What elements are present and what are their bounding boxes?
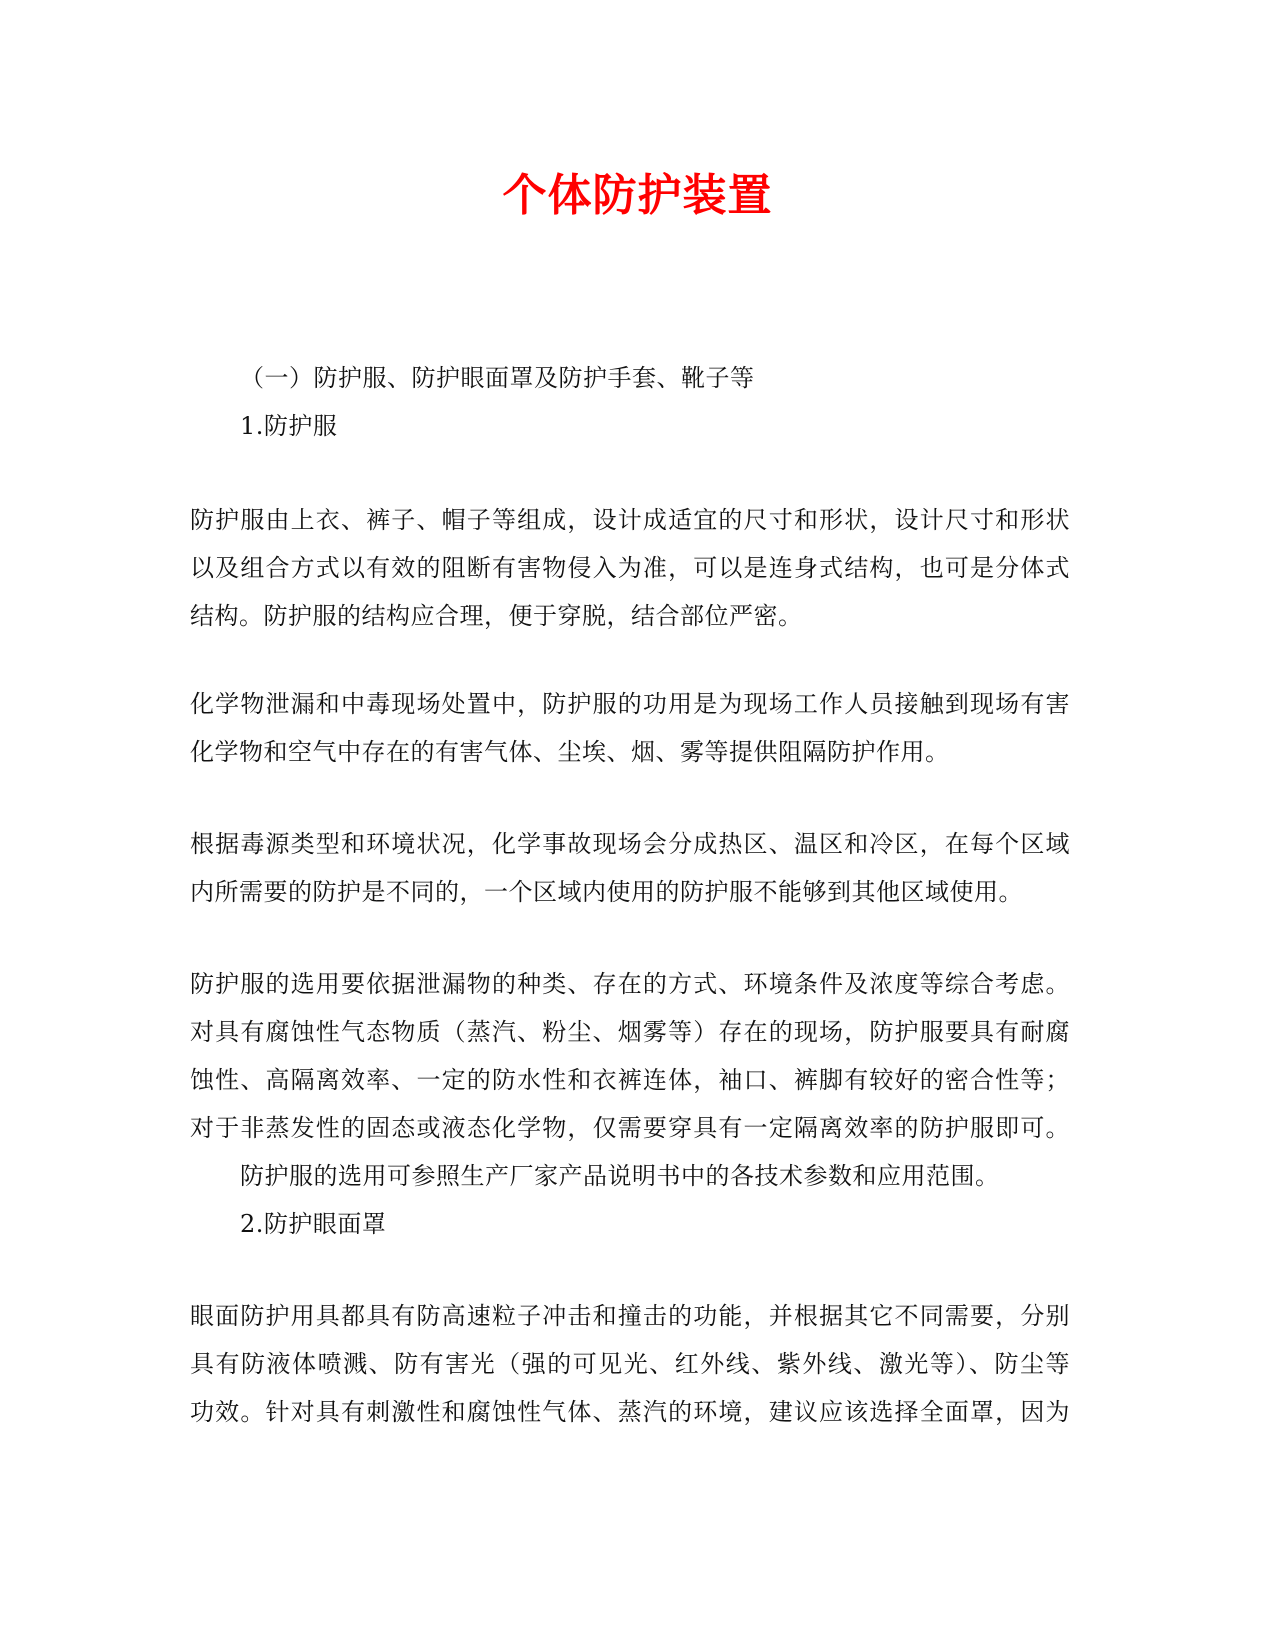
paragraph-2	[190, 680, 1070, 776]
paragraph-4	[190, 960, 1070, 1152]
paragraph-3-line: 根据毒源类型和环境状况，化学事故现场会分成热区、温区和冷区，在每个区域	[190, 830, 1070, 858]
subsection-2-text: 2.防护眼面罩	[240, 1210, 387, 1238]
paragraph-5-line: 防护服的选用可参照生产厂家产品说明书中的各技术参数和应用范围。	[240, 1162, 1000, 1190]
paragraph-4-line: 蚀性、高隔离效率、一定的防水性和衣裤连体，袖口、裤脚有较好的密合性等；	[190, 1066, 1070, 1094]
paragraph-5	[240, 1152, 1070, 1200]
paragraph-6-line: 眼面防护用具都具有防高速粒子冲击和撞击的功能，并根据其它不同需要，分别	[190, 1302, 1070, 1330]
subsection-heading-protective-clothing	[240, 402, 1070, 450]
subsection-1-text: 1.防护服	[240, 412, 338, 440]
paragraph-6	[190, 1292, 1070, 1436]
paragraph-2-line: 化学物泄漏和中毒现场处置中，防护服的功用是为现场工作人员接触到现场有害	[190, 690, 1070, 718]
paragraph-2-line: 化学物和空气中存在的有害气体、尘埃、烟、雾等提供阻隔防护作用。	[190, 738, 950, 766]
paragraph-1	[190, 496, 1070, 640]
section-heading-text: （一）防护服、防护眼面罩及防护手套、靴子等	[240, 364, 755, 392]
paragraph-4-line: 对具有腐蚀性气态物质（蒸汽、粉尘、烟雾等）存在的现场，防护服要具有耐腐	[190, 1018, 1070, 1046]
paragraph-6-line: 功效。针对具有刺激性和腐蚀性气体、蒸汽的环境，建议应该选择全面罩，因为	[190, 1398, 1070, 1426]
section-heading	[240, 354, 1070, 402]
subsection-heading-eye-face-mask	[240, 1200, 1070, 1248]
paragraph-1-line: 防护服由上衣、裤子、帽子等组成，设计成适宜的尺寸和形状，设计尺寸和形状	[190, 506, 1070, 534]
paragraph-4-line: 对于非蒸发性的固态或液态化学物，仅需要穿具有一定隔离效率的防护服即可。	[190, 1114, 1070, 1142]
paragraph-3-line: 内所需要的防护是不同的，一个区域内使用的防护服不能够到其他区域使用。	[190, 878, 1023, 906]
paragraph-6-line: 具有防液体喷溅、防有害光（强的可见光、红外线、紫外线、激光等）、防尘等	[190, 1350, 1070, 1378]
paragraph-4-line: 防护服的选用要依据泄漏物的种类、存在的方式、环境条件及浓度等综合考虑。	[190, 970, 1070, 998]
document-title: 个体防护装置	[502, 170, 773, 221]
paragraph-3	[190, 820, 1070, 916]
paragraph-1-line: 结构。防护服的结构应合理，便于穿脱，结合部位严密。	[190, 602, 803, 630]
paragraph-1-line: 以及组合方式以有效的阻断有害物侵入为准，可以是连身式结构，也可是分体式	[190, 554, 1070, 582]
